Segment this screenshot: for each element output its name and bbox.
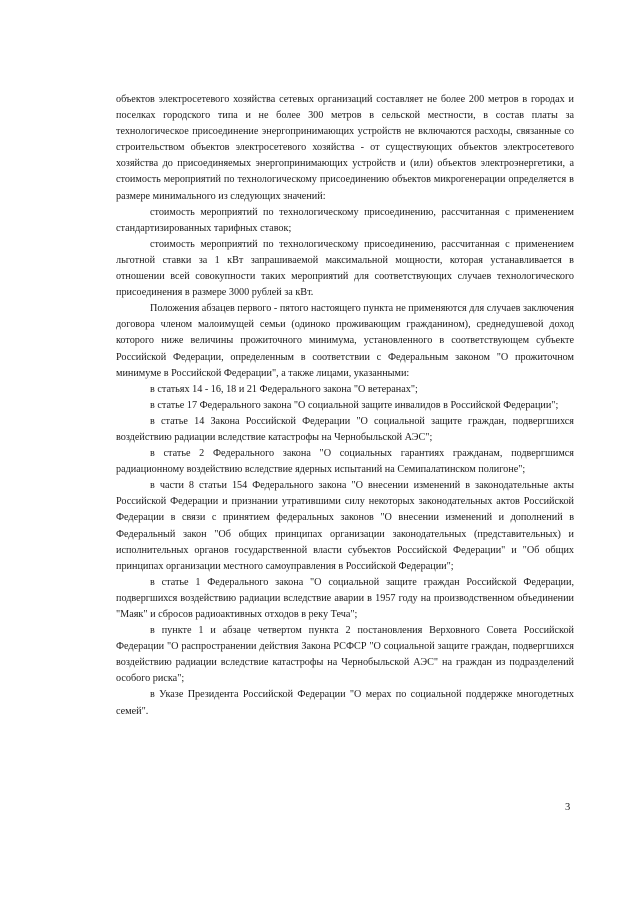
document-body bbox=[116, 92, 574, 720]
paragraph: в части 8 статьи 154 Федерального закона "О внесении изменений в законодательные акты Российской Федерации и признании утратившими силу некоторых законодательных актов Российской Федерации в связи с принятием федеральных законов "О внесении изменений и дополнений в Федеральный закон "Об общих принципах организации законодательных (представительных) и исполнительных органов государственной власти субъектов Российской Федерации" и "Об общих принципах организации местного самоуправления в Российской Федерации"; bbox=[116, 480, 574, 572]
paragraph: стоимость мероприятий по технологическому присоединению, рассчитанная с применением стандартизированных тарифных ставок; bbox=[116, 206, 574, 234]
paragraph: стоимость мероприятий по технологическому присоединению, рассчитанная с применением льготной ставки за 1 кВт запрашиваемой максимальной мощности, которая устанавливается в отношении всей совокупности таких мероприятий для соответствующих случаев технологического присоединения в размере 3000 рублей за кВт. bbox=[116, 238, 574, 299]
paragraph: в пункте 1 и абзаце четвертом пункта 2 постановления Верховного Совета Российской Федерации "О распространении действия Закона РСФСР "О социальной защите граждан, подвергшихся воздействию радиации вследствие катастрофы на Чернобыльской АЭС" на граждан из подразделений особого риска"; bbox=[116, 625, 574, 685]
paragraph: Положения абзацев первого - пятого настоящего пункта не применяются для случаев заключения договора членом малоимущей семьи (одиноко проживающим гражданином), среднедушевой доход которого ниже величины прожиточного минимума, установленного в соответствующем субъекте Российской Федерации, определенным в соответствии с Федеральным законом "О прожиточном минимуме в Российской Федерации", а также лицами, указанными: bbox=[116, 303, 574, 379]
paragraph: объектов электросетевого хозяйства сетевых организаций составляет не более 200 метров в городах и поселках городского типа и не более 300 метров в сельской местности, в состав платы за технологическое присоединение энергопринимающих устройств не включаются расходы, связанные со строительством объектов электросетевого хозяйства - от существующих объектов электросетевого хозяйства до присоединяемых энергопринимающих устройств и (или) объектов электроэнергетики, а стоимость мероприятий по технологическому присоединению объектов микрогенерации определяется в размере минимального из следующих значений: bbox=[116, 94, 574, 202]
paragraph: в статье 17 Федерального закона "О социальной защите инвалидов в Российской Федерации"; bbox=[150, 399, 559, 411]
paragraph: в статьях 14 - 16, 18 и 21 Федерального закона "О ветеранах"; bbox=[150, 383, 418, 395]
paragraph: в статье 14 Закона Российской Федерации "О социальной защите граждан, подвергшихся воздействию радиации вследствие катастрофы на Чернобыльской АЭС"; bbox=[116, 415, 574, 443]
page-number: 3 bbox=[565, 802, 571, 813]
paragraph: в Указе Президента Российской Федерации "О мерах по социальной поддержке многодетных семей". bbox=[116, 689, 574, 717]
paragraph: в статье 2 Федерального закона "О социальных гарантиях гражданам, подвергшимся радиационному воздействию вследствие ядерных испытаний на Семипалатинском полигоне"; bbox=[116, 448, 574, 476]
paragraph: в статье 1 Федерального закона "О социальной защите граждан Российской Федерации, подвергшихся воздействию радиации вследствие аварии в 1957 году на производственном объединении "Маяк" и сбросов радиоактивных отходов в реку Теча"; bbox=[116, 576, 574, 620]
